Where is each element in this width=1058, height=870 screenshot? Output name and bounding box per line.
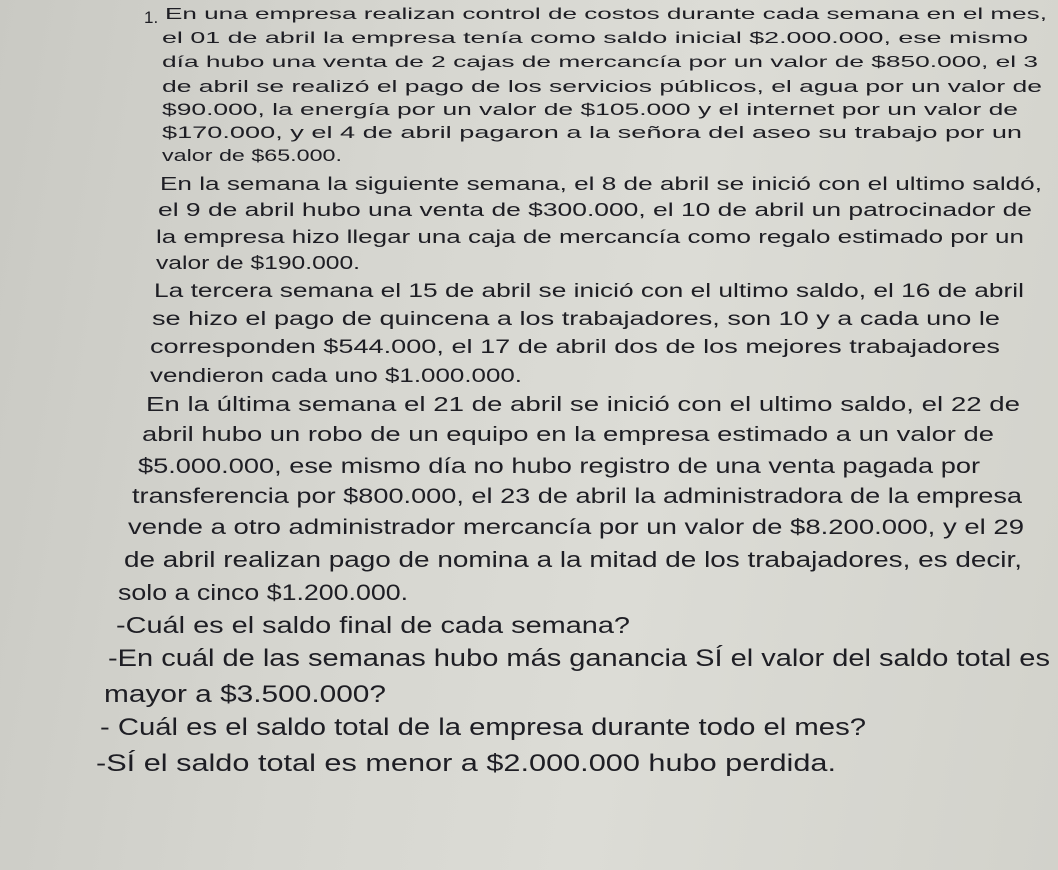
text-line: -SÍ el saldo total es menor a $2.000.000 hubo perdida. xyxy=(96,750,836,777)
text-line: se hizo el pago de quincena a los trabajadores, son 10 y a cada uno le xyxy=(152,309,1000,330)
text-line: En una empresa realizan control de costos durante cada semana en el mes, xyxy=(165,6,1047,23)
problem-number: 1. xyxy=(144,8,159,27)
text-line: -Cuál es el saldo final de cada semana? xyxy=(116,612,631,638)
text-line: de abril se realizó el pago de los servicios públicos, el agua por un valor de xyxy=(162,77,1042,96)
text-line: vendieron cada uno $1.000.000. xyxy=(150,366,522,387)
text-line: En la última semana el 21 de abril se inició con el ultimo saldo, el 22 de xyxy=(146,394,1020,416)
text-line: La tercera semana el 15 de abril se inició con el ultimo saldo, el 16 de abril xyxy=(154,281,1024,302)
text-line: En la semana la siguiente semana, el 8 de abril se inició con el ultimo saldó, xyxy=(160,174,1042,194)
text-line: abril hubo un robo de un equipo en la empresa estimado a un valor de xyxy=(142,424,994,446)
text-line: mayor a $3.500.000? xyxy=(104,681,386,708)
text-line: -En cuál de las semanas hubo más ganancia SÍ el valor del saldo total es xyxy=(108,645,1050,672)
text-line: transferencia por $800.000, el 23 de abril la administradora de la empresa xyxy=(132,485,1023,508)
text-line: $170.000, y el 4 de abril pagaron a la señora del aseo su trabajo por un xyxy=(162,123,1023,142)
text-line: el 9 de abril hubo una venta de $300.000, el 10 de abril un patrocinador de xyxy=(158,200,1033,220)
text-line: vende a otro administrador mercancía por un valor de $8.200.000, y el 29 xyxy=(128,516,1025,539)
text-line: - Cuál es el saldo total de la empresa durante todo el mes? xyxy=(100,714,866,741)
text-line: valor de $190.000. xyxy=(156,253,361,273)
text-line: el 01 de abril la empresa tenía como saldo inicial $2.000.000, ese mismo xyxy=(162,30,1028,47)
text-line: día hubo una venta de 2 cajas de mercancía por un valor de $850.000, el 3 xyxy=(162,54,1039,71)
text-line: valor de $65.000. xyxy=(162,146,343,165)
text-line: $5.000.000, ese mismo día no hubo registro de una venta pagada por xyxy=(138,455,981,478)
text-line: corresponden $544.000, el 17 de abril dos de los mejores trabajadores xyxy=(150,337,1000,358)
text-line: la empresa hizo llegar una caja de mercancía como regalo estimado por un xyxy=(156,227,1024,247)
text-line: $90.000, la energía por un valor de $105.000 y el internet por un valor de xyxy=(162,100,1018,119)
text-line: solo a cinco $1.200.000. xyxy=(118,580,409,605)
text-line: de abril realizan pago de nomina a la mitad de los trabajadores, es decir, xyxy=(124,547,1023,572)
